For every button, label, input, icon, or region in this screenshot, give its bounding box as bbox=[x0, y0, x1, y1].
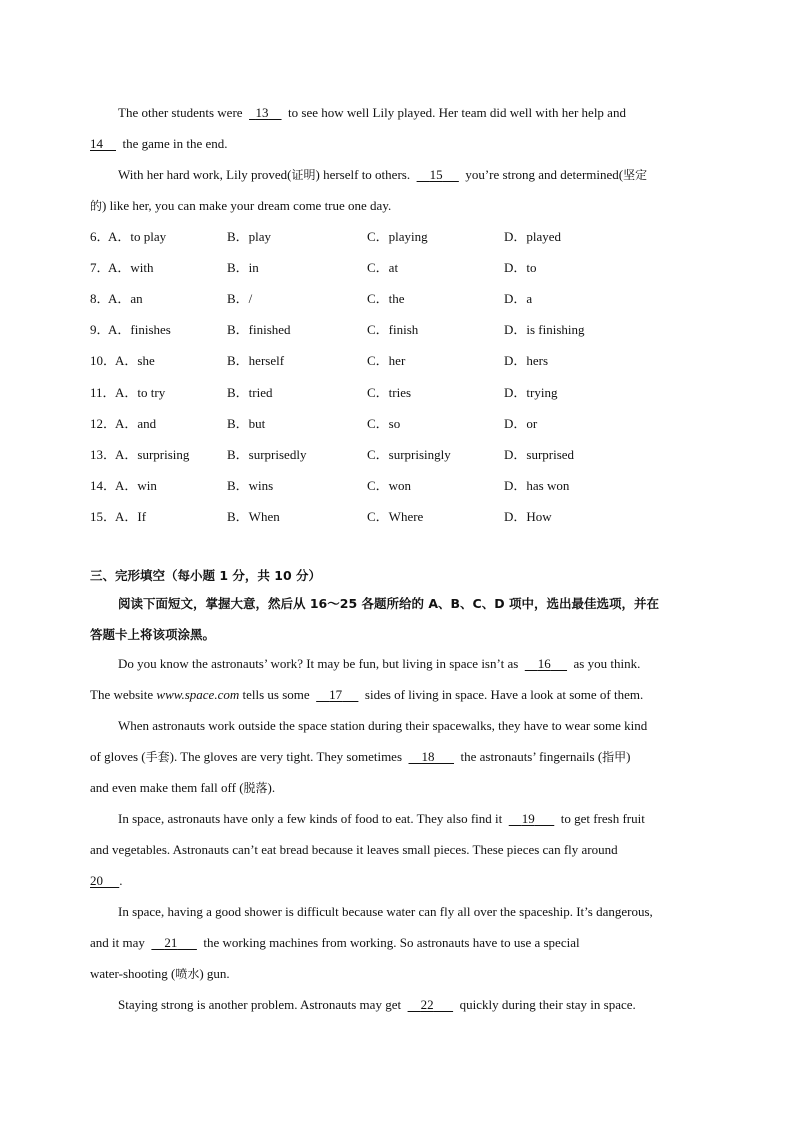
question-row bbox=[90, 444, 710, 466]
blank-14: 14 bbox=[90, 136, 103, 151]
option-b: B．When bbox=[227, 508, 280, 524]
option-c: C．her bbox=[367, 353, 406, 369]
option-a: A．and bbox=[115, 415, 157, 431]
p2-line-5: and even make them fall off (脱落). bbox=[90, 780, 276, 795]
p2-line-9: In space, having a good shower is difficult because water can fly all over the spaceship. It’s dangerous, bbox=[118, 904, 653, 919]
question-row bbox=[90, 382, 710, 404]
question-row bbox=[90, 257, 710, 279]
option-d: D．played bbox=[504, 229, 562, 244]
p2-line-3: When astronauts work outside the space station during their spacewalks, they have to wear some kind bbox=[118, 718, 648, 733]
option-a: A．If bbox=[115, 508, 147, 524]
question-row bbox=[90, 413, 710, 435]
passage-top-line-1: The other students were 13 to see how well Lily played. Her team did well with her help and bbox=[90, 97, 700, 128]
p2-line-6: In space, astronauts have only a few kinds of food to eat. They also find it 19 to get fresh fruit bbox=[90, 803, 700, 834]
passage-top-line-3: With her hard work, Lily proved(证明) herself to others. 15 you’re strong and determined(坚定 bbox=[90, 159, 700, 190]
question-row bbox=[90, 288, 710, 310]
passage-top bbox=[90, 97, 700, 221]
question-number: 10． bbox=[90, 353, 117, 369]
option-c: C．won bbox=[367, 477, 412, 493]
option-d: D．trying bbox=[504, 384, 558, 400]
blank-19: 19 bbox=[521, 811, 535, 826]
question-number: 15． bbox=[90, 508, 117, 524]
blank-22: 22 bbox=[420, 997, 434, 1012]
passage-astronauts bbox=[90, 648, 700, 1020]
option-c: C．tries bbox=[367, 384, 412, 400]
section-instructions: 阅读下面短文，掌握大意，然后从 16～25 各题所给的 A、B、C、D 项中，选出最佳选项，并在 答题卡上将该项涂黑。 bbox=[90, 596, 659, 642]
passage-top-line-4: 的) like her, you can make your dream come true one day. bbox=[90, 198, 392, 213]
option-a: A．win bbox=[115, 477, 157, 493]
question-row bbox=[90, 226, 710, 248]
option-d: D．surprised bbox=[504, 446, 575, 462]
option-b: B．surprisedly bbox=[227, 446, 307, 462]
option-d: D．hers bbox=[504, 353, 549, 369]
option-d: D．has won bbox=[504, 477, 570, 493]
question-number: 11． bbox=[90, 384, 116, 400]
question-number: 6． bbox=[90, 229, 110, 244]
p2-line-4: of gloves (手套). The gloves are very tight. They sometimes 18 the astronauts’ fingernails (指甲) bbox=[90, 741, 700, 772]
p2-line-7: and vegetables. Astronauts can’t eat bread because it leaves small pieces. These pieces can fly around bbox=[90, 842, 618, 857]
blank-20: 20 bbox=[90, 873, 103, 888]
question-row bbox=[90, 319, 710, 341]
p2-line-2: The website www.space.com tells us some 17 sides of living in space. Have a look at some of them. bbox=[90, 679, 700, 710]
blank-18: 18 bbox=[421, 749, 435, 764]
option-a: A．an bbox=[108, 291, 143, 307]
option-b: B．in bbox=[227, 260, 259, 276]
p2-line-8: 20 . bbox=[90, 865, 700, 896]
option-c: C．the bbox=[367, 291, 405, 307]
option-c: C．Where bbox=[367, 508, 424, 524]
option-b: B．tried bbox=[227, 384, 273, 400]
passage-top-line-2: 14 the game in the end. bbox=[90, 128, 700, 159]
option-a: A．with bbox=[108, 260, 154, 276]
option-a: A．to play bbox=[108, 229, 167, 244]
blank-13: 13 bbox=[255, 105, 269, 120]
question-number: 8． bbox=[90, 291, 110, 307]
option-a: A．surprising bbox=[115, 446, 190, 462]
option-c: C．surprisingly bbox=[367, 446, 451, 462]
option-b: B．wins bbox=[227, 477, 274, 493]
question-row bbox=[90, 350, 710, 372]
p2-line-10: and it may 21 the working machines from working. So astronauts have to use a special bbox=[90, 927, 700, 958]
option-a: A．she bbox=[115, 353, 155, 369]
question-number: 9． bbox=[90, 322, 110, 338]
option-a: A．finishes bbox=[108, 322, 171, 338]
question-number: 7． bbox=[90, 260, 110, 276]
option-d: D．or bbox=[504, 415, 538, 431]
option-b: B．play bbox=[227, 229, 272, 244]
option-d: D．a bbox=[504, 291, 533, 307]
option-b: B．herself bbox=[227, 353, 285, 369]
blank-17: 17 bbox=[329, 687, 343, 702]
blank-16: 16 bbox=[537, 656, 551, 671]
question-number: 12． bbox=[90, 415, 117, 431]
website-text: www.space.com bbox=[156, 687, 240, 702]
option-c: C．so bbox=[367, 415, 401, 431]
option-c: C．playing bbox=[367, 229, 428, 244]
option-b: B．finished bbox=[227, 322, 291, 338]
p2-line-12: Staying strong is another problem. Astronauts may get 22 quickly during their stay in space. bbox=[90, 989, 700, 1020]
blank-21: 21 bbox=[164, 935, 178, 950]
option-c: C．finish bbox=[367, 322, 419, 338]
p2-line-1: Do you know the astronauts’ work? It may be fun, but living in space isn’t as 16 as you think. bbox=[90, 648, 700, 679]
option-d: D．How bbox=[504, 508, 552, 524]
option-d: D．is finishing bbox=[504, 322, 585, 338]
option-b: B．/ bbox=[227, 291, 253, 307]
question-number: 14． bbox=[90, 477, 117, 493]
question-row bbox=[90, 475, 710, 497]
option-c: C．at bbox=[367, 260, 399, 276]
option-d: D．to bbox=[504, 260, 537, 276]
question-number: 13． bbox=[90, 446, 117, 462]
option-a: A．to try bbox=[115, 384, 166, 400]
blank-15: 15 bbox=[429, 167, 443, 182]
p2-line-11: water-shooting (喷水) gun. bbox=[90, 966, 230, 981]
question-row bbox=[90, 506, 710, 528]
section-title: 三、完形填空（每小题 1 分，共 10 分） bbox=[90, 568, 322, 583]
option-b: B．but bbox=[227, 415, 266, 431]
